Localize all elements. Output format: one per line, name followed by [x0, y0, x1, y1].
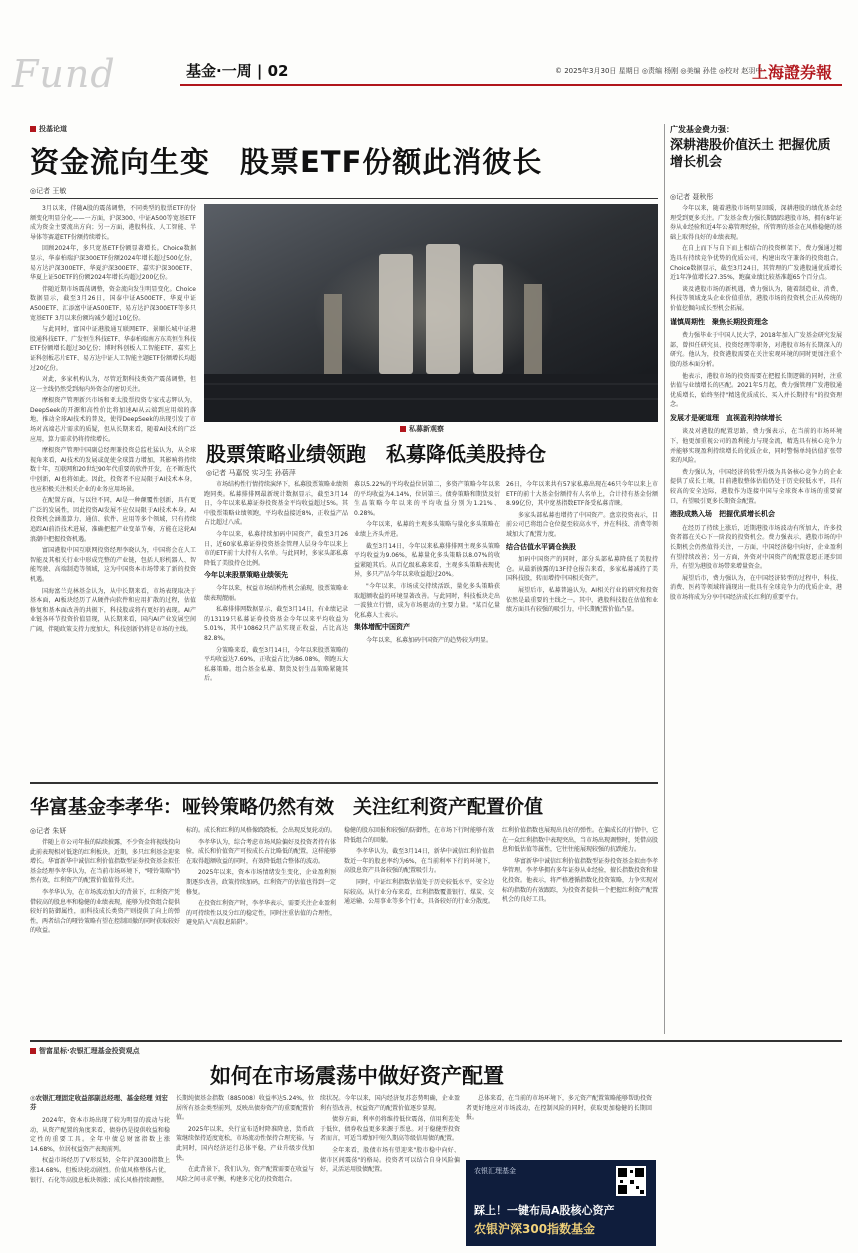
paragraph: 今年以来，权益市场结构性机会涌现，股票策略业绩表现靓丽。	[204, 584, 348, 602]
paragraph: 展望后市，私募普遍认为，AI相关行业的研究和投资依然是最重要的主线之一。其中，港股科技股在估值和业绩方面具有较强的吸引力，中长期配置价值凸显。	[506, 586, 658, 614]
mid-story-subhead: 集体增配中国资产	[354, 623, 410, 632]
paragraph: 谈及对港股的配置思路，费力强表示，在当前的市场环境下，他更加重视公司的盈利能力与现金流，精选具有核心竞争力并能够实现盈利持续增长的优质企业，同时警惕单纯估值扩张带来的风险。	[670, 428, 842, 465]
paragraph: 今年以来，私募加码中国资产的趋势较为明显。	[366, 636, 493, 644]
ad-product: 农银沪深300指数基金	[474, 1222, 596, 1236]
sidebar-byline: ◎记者 聂秋彤	[670, 193, 714, 201]
sidebar-subhead: 发展才是硬道理 直视盈利持续增长	[670, 413, 782, 422]
paragraph: 在自上而下与自下而上相结合的投资框架下，费力强通过精选具有持续竞争优势的优质公司，构建出攻守兼备的投资组合。Choice数据显示，截至3月24日，其管理的广发港股通优质增长近1年净值增长27.35%，跑赢业绩比较基准超65个百分点。	[670, 245, 842, 282]
ad-headline: 踩上！一键布局A股核心资产	[474, 1204, 615, 1217]
bottom-story-headline: 如何在市场震荡中做好资产配置	[210, 1064, 504, 1088]
paragraph: 富国港股中国互联网投资经理李晓认为，中国将会在人工智能及其相关行业中形成完整的产业链，包括人形机器人、智能驾驶、高端制造等领域，这为中国资本市场带来了新的投资机遇。	[30, 547, 196, 583]
bottom-story-col1	[30, 1116, 170, 1246]
sidebar-headline: 深耕港股价值沃土 把握优质增长机会	[670, 138, 831, 170]
bottom-story-byline: ◎农银汇理固定收益部副总经理、基金经理 刘宏芬	[30, 1094, 168, 1111]
paragraph: 稳健的股东回报和较强的防御性，在市场下行时能够有效降低组合的回撤。	[344, 827, 494, 844]
issue-meta: © 2025年3月30日 星期日 ◎责编 杨刚 ◎美编 孙佳 ◎校对 赵羽中	[555, 67, 763, 75]
bottom-story-col2	[176, 1094, 314, 1246]
section-title: 基金·一周 | 02	[186, 62, 289, 80]
header-rule	[180, 84, 842, 86]
paragraph: 2024年，资本市场出现了较为明显的波动与轮动，从资产配置的角度来看，债券仍是提供收益和稳定性的重要工具。全年中债总财富指数上涨14.68%，位居权益资产表现前列。	[30, 1117, 170, 1153]
paragraph: 市场结构性行情持续演绎下，私募股票策略业绩领跑同类。私募排排网最新统计数据显示，截至3月14日，今年以来私募证券投资基金平均收益超过5%。其中股票策略业绩领跑，平均收益接近8%，正收益产品占比超过八成。	[204, 481, 348, 527]
paragraph: 在经历了持续上涨后，近期港股市场波动有所加大，许多投资者都在关心下一阶段的投资机会。费力强表示，港股市场的中长期机会仍然值得关注，一方面，中国经济稳中向好，企业盈利有望持续改善；另一方面，外资对中国资产的配置意愿正逐步回升，有望为港股市场带来增量资金。	[670, 524, 842, 571]
mid-story-subhead: 今年以来股票策略业绩领先	[204, 571, 288, 580]
paragraph: 多家头部私募也增持了中国资产。盘京投资表示，目前公司已将组合仓位提至较高水平，并在科技、消费等领域加大了配置力度。	[506, 511, 658, 538]
paragraph: 对此，多家机构认为，尽管近期科技类资产震荡调整，但这一主线仍然受到海内外资金的密切关注。	[30, 376, 196, 393]
paragraph: 债券方面，利率仍将维持低位震荡，信用利差处于低位，债券收益更多来源于票息。对于稳健型投资者而言，可适当增加中短久期高等级信用债的配置。	[320, 1116, 460, 1143]
paragraph: 26日，今年以来共有57家私募出现在46只今年以来上市ETF的前十大基金份额持有人名单上，合计持有基金份额8.99亿份，其中宽基指数ETF备受私募青睐。	[506, 481, 658, 508]
advertisement-banner[interactable]	[466, 1160, 656, 1246]
brand-wordmark: Fund	[12, 52, 116, 96]
paragraph: "今年以来，市场成交持续活跃，量化多头策略获取超额收益的环境显著改善。与此同时，科技板块走出一波独立行情，成为市场驱动的主要力量。"某百亿量化私募人士表示。	[354, 582, 500, 619]
paragraph: 与此同时，富国中证港股通互联网ETF、景顺长城中证港股通科技ETF、广发恒生科技ETF、华泰柏瑞南方东英恒生科技ETF份额增长超过30亿份；博时科创板人工智能ETF、嘉实上证科创板芯片ETF、易方达中证人工智能主题ETF份额增长均超过20亿份。	[30, 326, 196, 372]
paragraph: 华富新华中诚信红利价值指数型证券投资基金拟由李孝华管理。李孝华拥有多年证券从业经验，擅长指数投资和量化投资。他表示，将严格遵循指数化投资策略，力争实现对标的指数的有效跟踪，为投资者提供一个把握红利资产配置机会的良好工具。	[502, 857, 658, 904]
paragraph: 费力强毕业于中国人民大学，2018年加入广发基金研究发展部，曾担任研究员、投资经理等职务，对港股市场有长期深入的研究。他认为，投资港股需要在关注宏观环境的同时更加注重个股的基本面分析。	[670, 332, 842, 368]
mid-story-col1	[204, 480, 348, 758]
paragraph: 摩根资产管理新兴市场和亚太股票投资专家戎志辉认为，DeepSeek的开源和高性价比将加速AI从云端到应用端的落地，推动全球AI技术的普及，使得DeepSeek的出现引发了市场对高端芯片需求的质疑，但从长期来看，随着AI技术的广泛应用，算力需求仍将持续增长。	[30, 397, 196, 443]
paragraph: 总体来看，在当前的市场环境下，多元资产配置策略能够帮助投资者更好地应对市场波动，在控制风险的同时，获取更加稳健的长期回报。	[466, 1095, 652, 1122]
paragraph: 今年以来，私募持续加码中国资产，截至3月26日，近60家私募证券投资基金管理人层身今年以来上市的ETF前十大持有人名单。与此同时，多家头部私募降低了美股持仓比例。	[204, 530, 348, 567]
paragraph: 在投资红利资产时，李孝华表示，需要关注企业盈利的可持续性以及分红的稳定性，同时注重估值的合理性，避免陷入"高股息陷阱"。	[186, 900, 336, 927]
paragraph: 展望后市，费力强认为，在中国经济转型的过程中，科技、消费、医药等领域将涌现出一批具有全球竞争力的优质企业，港股市场将成为分享中国经济成长红利的重要平台。	[670, 574, 842, 601]
bottom-story-col3	[320, 1094, 460, 1246]
paragraph: 他表示，港股市场的投资需要在把握长期逻辑的同时，注重估值与业绩增长的匹配。2021年5月起，费力强管理广发港股通优质增长，始终坚持"精选优质成长、买入并长期持有"的投资理念。	[670, 372, 842, 409]
sidebar-header	[670, 120, 840, 170]
lower-story-col3	[344, 826, 494, 1034]
bottom-story-col4	[466, 1094, 652, 1156]
etf-photo-illustration	[204, 204, 658, 422]
mid-story-subhead: 结合估值水平调仓换股	[506, 542, 576, 551]
mid-story-tag: 私募新观察	[400, 424, 444, 434]
paragraph: 同时，中证红利指数估值处于历史较低水平，安全边际较高。从行业分布来看，红利指数覆盖银行、煤炭、交通运输、公用事业等多个行业，具备较好的行业分散度。	[344, 878, 494, 906]
paragraph: 谈及港股市场的新机遇，费力强认为，随着制造业、消费、科技等领域龙头企业价值重估，港股市场的投资机会正从传统的价值挖掘向成长型机会拓展。	[670, 285, 842, 312]
paragraph: 2025年以来，资本市场情绪发生变化，企业盈利预期逐步改善，政策持续加码，红利资产的估值也得到一定修复。	[186, 869, 336, 896]
section-divider	[30, 782, 658, 784]
sidebar-subhead: 谨慎周期性 聚焦长期投资理念	[670, 317, 768, 326]
paragraph: 在此背景下，我们认为，资产配置需要在收益与风险之间寻求平衡，构建多元化的投资组合。	[176, 1166, 314, 1183]
top-story-headline: 资金流向生变 股票ETF份额此消彼长	[30, 145, 543, 179]
mid-story-col3	[506, 480, 658, 758]
paragraph: 李孝华认为，在市场波动加大的背景下，红利资产凭借较高的股息率和稳健的业绩表现，能够为投资组合提供较好的防御属性，而科技成长类资产则提供了向上的弹性，两者结合的哑铃策略有望在控制回撤的同时获取较好的收益。	[30, 888, 180, 935]
sidebar-kicker: 广发基金费力强：	[670, 125, 734, 134]
paragraph: 3月以来，伴随A股的震荡调整，不同类型的股票ETF的份额变化明显分化——一方面，沪深300、中证A500等宽基ETF成为资金主要流出方向；另一方面，港股科技、人工智能、半导体等赛道ETF份额持续增长。	[30, 205, 196, 241]
mid-story-byline: ◎记者 马嘉悦 实习生 孙蓓萍	[206, 469, 296, 477]
paragraph: 李孝华认为，综合考虑市场风险偏好及投资者持有体验，成长和价值资产可按成长占比略低的配置，这样能够在取得超额收益的同时，有效降低组合整体的波动。	[186, 838, 336, 865]
top-story-rule	[30, 198, 658, 199]
top-story-tag: 投基论道	[30, 124, 67, 134]
mid-story-headline: 股票策略业绩领跑 私募降低美股持仓	[206, 442, 546, 466]
mid-story-col2	[354, 480, 500, 758]
paragraph: 回顾2024年，多只宽基ETF份额显著增长。Choice数据显示，华泰柏瑞沪深300ETF份额2024年增长超过500亿份，易方达沪深300ETF、华夏沪深300ETF、嘉实沪深300ETF、华夏上证50ETF的份额2024年增长均超过200亿份。	[30, 245, 196, 282]
top-story-body	[30, 204, 196, 776]
ad-brand: 农银汇理基金	[474, 1167, 516, 1175]
paragraph: 今年以来，私募的主观多头策略与量化多头策略在业绩上齐头并进。	[354, 521, 500, 538]
paragraph: 标的。成长和红利的风格像跷跷板，会出现反复轮动的。	[186, 827, 336, 834]
paragraph: 2025年以来，央行宣布适时降准降息，货币政策继续保持适度宽松，市场流动性保持合理充裕。与此同时，国内经济运行总体平稳，产业升级步伐加快。	[176, 1125, 314, 1162]
paragraph: 分策略来看，截至3月14日，今年以来股票策略的平均收益达7.69%，正收益占比为86.08%，领跑五大私募策略。组合基金私募、期货及衍生品策略紧随其后。	[204, 646, 348, 683]
paragraph: 私募排排网数据显示，截至3月14日，有业绩记录的13119只私募证券投资基金今年以来平均收益为5.01%，其中10862只产品实现正收益，占比高达82.8%。	[204, 606, 348, 642]
sidebar-subhead: 港股成熟入场 把握优质增长机会	[670, 510, 775, 519]
paragraph: 伴随上市公司年报的陆续披露，不少资金将视线投向此前表现相对低迷的红利板块。近期，多只红利基金迎来增长。华富新华中诚信红利价值指数型证券投资基金拟任基金经理李孝华认为，在当前市场环境下，"哑铃策略"仍然有效，红利资产的配置价值值得关注。	[30, 839, 180, 885]
paragraph: 长期纯债基金指数（885008）收益率达5.24%，位居所有基金类型前列，反映出债券资产的重要配置价值。	[176, 1095, 314, 1122]
lower-story-col4	[502, 826, 658, 1034]
bottom-story-tag: 智富星标·农银汇理基金投资观点	[30, 1046, 140, 1056]
paragraph: 摩根资产管理中国副总经理兼投资总监杜猛认为，从全球视角来看，AI技术的发展或促使全球算力增加，其影响将持续数十年，互联网和20世纪90年代重要的软件开发，在不断迭代中创新，AI也将如此。因此，投资者不应局限于AI技术本身，也应积极关注相关企业的业务应用场景。	[30, 447, 196, 493]
paragraph: 伴随近期市场震荡调整，资金流向发生明显变化。Choice数据显示，截至3月26日，国泰中证A500ETF、华夏中证A500ETF、汇添富中证A500ETF、易方达沪深300ETF等多只宽基ETF 3月以来份额均减少超过10亿份。	[30, 285, 196, 322]
lower-story-byline: ◎记者 朱妍	[30, 827, 67, 835]
lower-story-col2	[186, 826, 336, 1034]
sidebar-body	[670, 204, 842, 1032]
paragraph: 续状况。今年以来，国内经济复苏态势明确，企业盈利有望改善，权益资产的配置价值逐步显现。	[320, 1095, 460, 1112]
section-divider	[30, 1040, 842, 1042]
paragraph: 李孝华认为，截至3月14日，新华中诚信红利价值指数近一年的股息率约为6%，在当前利率下行的环境下，高股息资产具备较强的配置吸引力。	[344, 848, 494, 875]
lower-story-col1	[30, 838, 180, 1034]
paragraph: 国海富兰克林基金认为，从中长期来看，市场表现取决于基本面，AI板块经历了从硬件向软件和应用扩散的过程，估值修复和基本面改善的共振下，科技股或将有更好的表现。AI产业链各环节投资价值显现，从长期来看，国内AI产业发展空间广阔，伴随政策支持力度加大，科技创新仍将是市场的主线。	[30, 587, 196, 633]
paragraph: 加码中国资产的同时，部分头部私募降低了美股持仓。从最新披露的13F持仓报告来看，多家私募减持了美国科技股，转而增持中国相关资产。	[506, 556, 658, 583]
paragraph: 权益市场经历了V形反转，全年沪深300指数上涨14.68%，但板块轮动剧烈。价值风格整体占优，银行、石化等高股息板块领涨；成长风格持续调整。	[30, 1157, 170, 1184]
lower-story-headline: 华富基金李孝华：哑铃策略仍然有效 关注红利资产配置价值	[30, 796, 544, 818]
qr-code-icon	[616, 1166, 646, 1196]
paragraph: 截至3月14日，今年以来私募排排网主观多头策略平均收益为9.06%，私募量化多头策略以8.07%的收益紧随其后。从百亿级私募来看，主观多头策略表现优异，多只产品今年以来收益超过20%。	[354, 542, 500, 579]
paragraph: 红利价值指数也展现出良好的弹性。在偏成长的行情中，它在一众红利指数中表现突出，当市场出现调整时，凭借高股息和低估值等属性，它往往能展现较强的抗跌能力。	[502, 827, 658, 854]
top-story-byline: ◎记者 王敏	[30, 187, 67, 195]
newspaper-logo: 上海證券報	[752, 63, 833, 82]
paragraph: 今年以来，随着港股市场明显回暖，深耕港股的绩优基金经理受到更多关注。广发基金费力强长期跟踪港股市场，拥有8年证券从业经验和近4年公募管理经验，所管理的基金在风格稳健的基础上取得良好的业绩表现。	[670, 205, 842, 241]
paragraph: 费力强认为，中国经济的转型升级为具备核心竞争力的企业提供了成长土壤，目前港股整体估值仍处于历史较低水平，具有较高的安全边际，港股作为连接中国与全球资本市场的重要窗口，有望吸引更多长期资金配置。	[670, 468, 842, 505]
sidebar-divider	[664, 124, 665, 1034]
paragraph: 募以5.22%的平均收益位居第二，多资产策略今年以来的平均收益为4.14%，位居第三。债券策略和期货及衍生品策略今年以来的平均收益分别为1.21%、0.28%。	[354, 481, 500, 517]
paragraph: 全年来看，股债市场有望迎来"股市稳中向好、债市区间震荡"的格局。投资者可以结合自身风险偏好，灵活运用股债配置。	[320, 1146, 460, 1174]
paragraph: 在配置方面，与以往不同，AI是一种颠覆性创新，具有更广泛的发展性，因此投资AI发展不应仅局限于AI技术本身。AI投资机会涵盖算力、通信、软件、应用等多个领域，只有持续追踪AI前沿技术进展，准确把握产业变革节奏，方能在这轮AI浪潮中把握投资机遇。	[30, 497, 196, 543]
top-story-photo	[204, 204, 658, 422]
